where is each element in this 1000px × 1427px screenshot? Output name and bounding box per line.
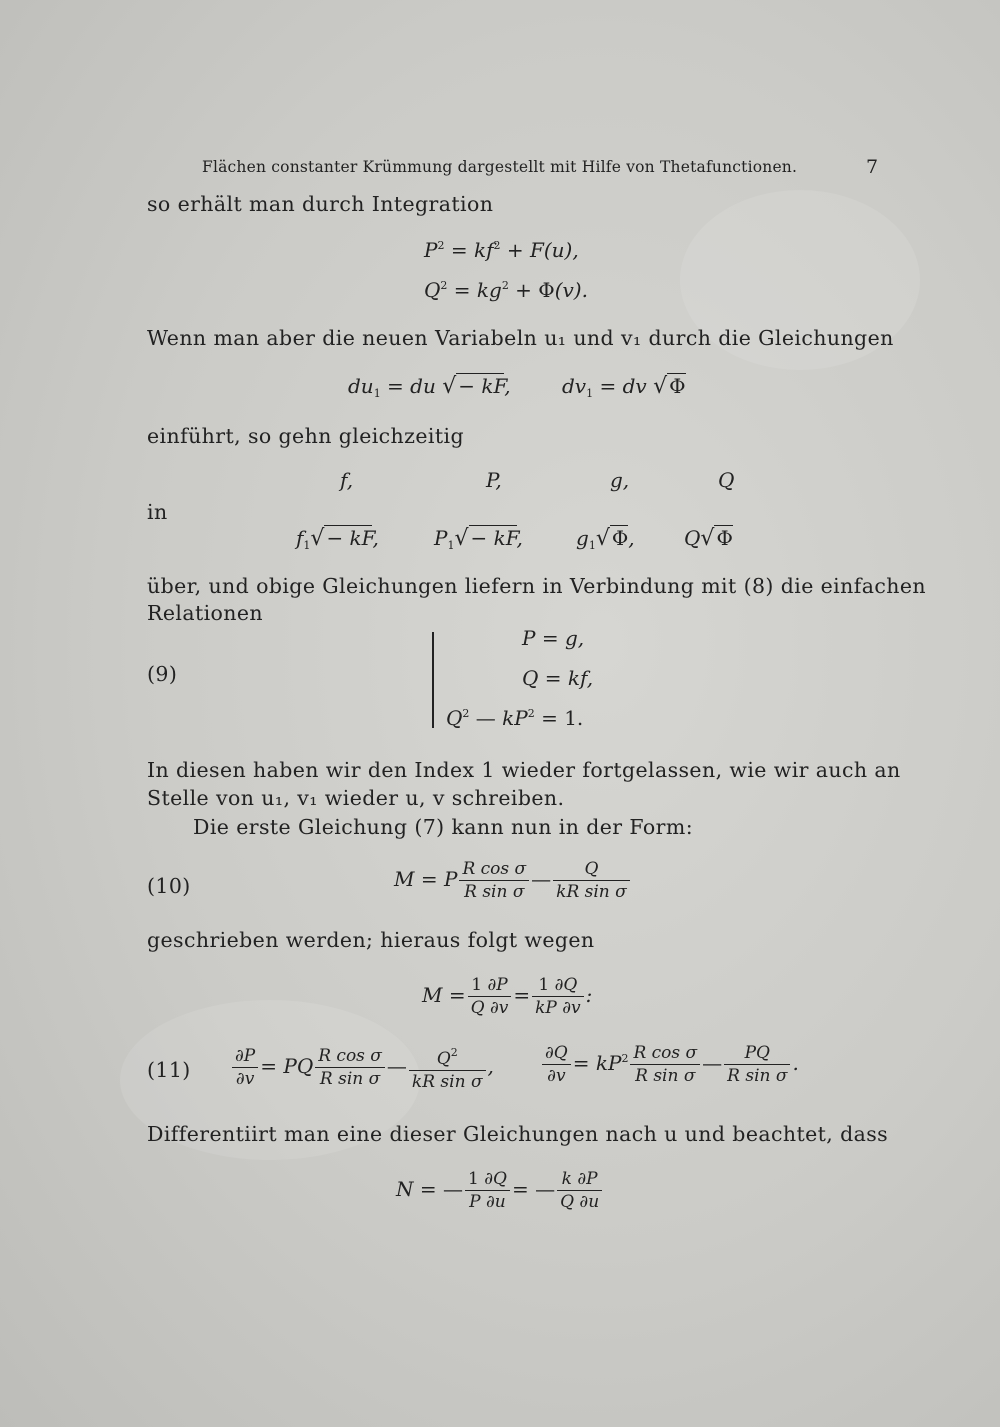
equation-2: $Q^2 = kg^2 + \Phi(v)$. <box>424 278 588 302</box>
system-bracket <box>432 632 434 728</box>
symbol: f, <box>340 468 354 492</box>
paragraph: Wenn man aber die neuen Variabeln u₁ und v₁ durch die Gleichungen <box>147 326 894 350</box>
symbol: $f_1√$ − kF, <box>296 526 379 552</box>
paragraph: einführt, so gehn gleichzeitig <box>147 424 464 448</box>
equation-11b: $\frac{\partial Q}{\partial v}$ = $kP^2$ $\frac{\text{R cos σ}}{\text{R sin σ}}$ — $\frac{PQ}{\text{R sin σ}}$ . <box>540 1042 799 1087</box>
paragraph: Stelle von u₁, v₁ wieder u, v schreiben. <box>147 786 565 810</box>
equation-3a: $du_1$ = du √ − kF, <box>348 374 511 400</box>
symbol: g, <box>610 468 630 492</box>
paragraph: geschrieben werden; hieraus folgt wegen <box>147 928 595 952</box>
paragraph: Relationen <box>147 601 264 625</box>
equation-1: $P^2 = kf^2 + F(u)$, <box>424 238 579 262</box>
equation-label: (9) <box>147 662 178 686</box>
equation-3b: $dv_1$ = dv √ Φ <box>562 374 686 400</box>
paragraph: in <box>147 500 168 524</box>
paragraph: über, und obige Gleichungen liefern in Verbindung mit (8) die einfachen <box>147 574 926 598</box>
equation-12: N = — $\frac{1 \partial Q}{P \partial u}$ = — $\frac{k \partial P}{Q \partial u}$ <box>396 1168 604 1213</box>
equation-11a: $\frac{\partial P}{\partial v}$ = PQ $\frac{\text{R cos σ}}{\text{R sin σ}}$ — $\frac{Q^2}{\text{kR sin σ}}$ , <box>230 1042 494 1093</box>
paragraph: Die erste Gleichung (7) kann nun in der Form: <box>193 815 694 839</box>
running-title: Flächen constanter Krümmung dargestellt mit Hilfe von Thetafunctionen. <box>202 158 798 176</box>
paragraph: Differentiirt man eine dieser Gleichungen nach u und beachtet, dass <box>147 1122 889 1146</box>
equation-9c: $Q^2$ — $kP^2 = 1$. <box>446 706 584 730</box>
equation-9a: P = g, <box>522 626 585 650</box>
symbol: Q√ Φ <box>684 526 733 551</box>
symbol: $P_1√$ − kF, <box>434 526 523 552</box>
equation-10b: M = $\frac{1 \partial P}{Q \partial v}$ = $\frac{1 \partial Q}{kP \partial v}$ : <box>422 975 593 1018</box>
symbol: $g_1√$ Φ, <box>576 526 635 552</box>
equation-label: (10) <box>147 874 191 898</box>
paragraph: so erhält man durch Integration <box>147 192 494 216</box>
symbol: P, <box>486 468 502 492</box>
paragraph: In diesen haben wir den Index 1 wieder fortgelassen, wie wir auch an <box>147 758 901 782</box>
equation-label: (11) <box>147 1058 191 1082</box>
page-number: 7 <box>866 156 879 178</box>
equation-9b: Q = kf, <box>522 666 594 690</box>
symbol: Q <box>718 468 735 492</box>
equation-10: M = P $\frac{\text{R cos σ}}{\text{R sin σ}}$ — $\frac{Q}{\text{kR sin σ}}$ <box>394 858 632 903</box>
